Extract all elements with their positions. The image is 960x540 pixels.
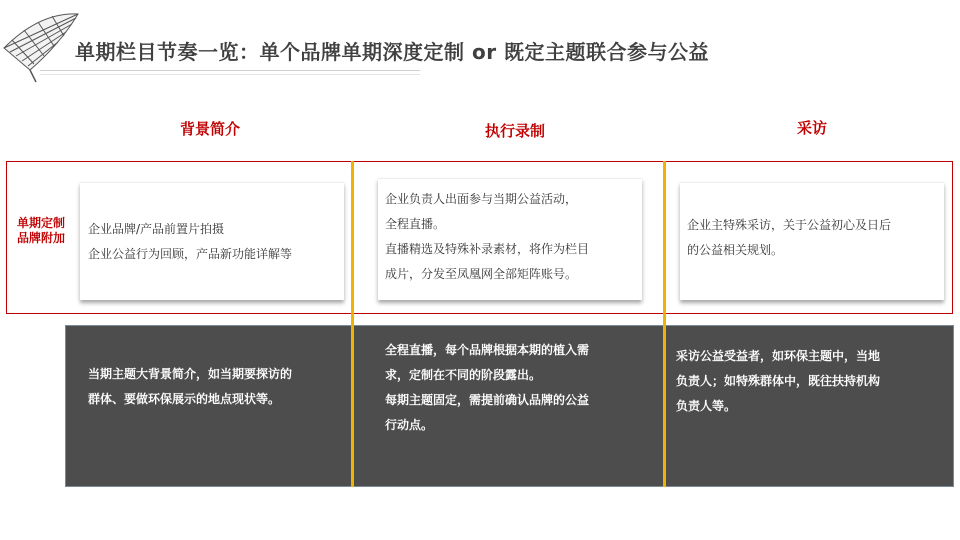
cell-text-interview-theme [676, 344, 880, 419]
cell-line: 行动点。 [385, 418, 434, 432]
column-header-interview: 采访 [796, 119, 827, 137]
card-line: 企业品牌/产品前置片拍摄 [88, 222, 225, 236]
column-divider [663, 161, 666, 487]
cell-text-execution-theme [385, 338, 589, 438]
card-text-background-brand [88, 217, 292, 267]
card-text-execution-brand [385, 187, 589, 287]
column-header-execution: 执行录制 [484, 122, 545, 140]
cell-line: 当期主题大背景简介，如当期要探访的 [88, 367, 293, 381]
cell-line: 每期主题固定，需提前确认品牌的公益 [385, 393, 590, 407]
row-label-line: 单期定制 [16, 216, 65, 230]
row-label-custom-brand [8, 216, 74, 246]
card-line: 的公益相关规划。 [687, 243, 784, 257]
column-divider [351, 161, 354, 487]
cell-line: 求，定制在不同的阶段露出。 [385, 368, 542, 382]
column-header-background: 背景简介 [179, 120, 240, 138]
card-line: 企业负责人出面参与当期公益活动， [385, 192, 578, 206]
title-underline-secondary [40, 74, 420, 75]
cell-text-background-theme [88, 362, 292, 412]
cell-line: 群体、要做环保展示的地点现状等。 [88, 392, 281, 406]
card-line: 成片，分发至凤凰网全部矩阵账号。 [385, 267, 578, 281]
cell-line: 全程直播，每个品牌根据本期的植入需 [385, 343, 590, 357]
card-line: 企业主特殊采访，关于公益初心及日后 [687, 218, 892, 232]
card-line: 直播精选及特殊补录素材，将作为栏目 [385, 242, 590, 256]
card-line: 企业公益行为回顾，产品新功能详解等 [88, 247, 293, 261]
cell-line: 采访公益受益者，如环保主题中，当地 [676, 349, 881, 363]
cell-line: 负责人等。 [676, 399, 737, 413]
page-title: 单期栏目节奏一览：单个品牌单期深度定制 or 既定主题联合参与公益 [75, 40, 710, 64]
card-line: 全程直播。 [385, 217, 446, 231]
umbrella-logo-icon [0, 4, 84, 84]
card-text-interview-brand [687, 213, 891, 263]
cell-line: 负责人；如特殊群体中，既往扶持机构 [676, 374, 881, 388]
row-label-line: 品牌附加 [16, 231, 65, 245]
title-underline [40, 70, 420, 71]
